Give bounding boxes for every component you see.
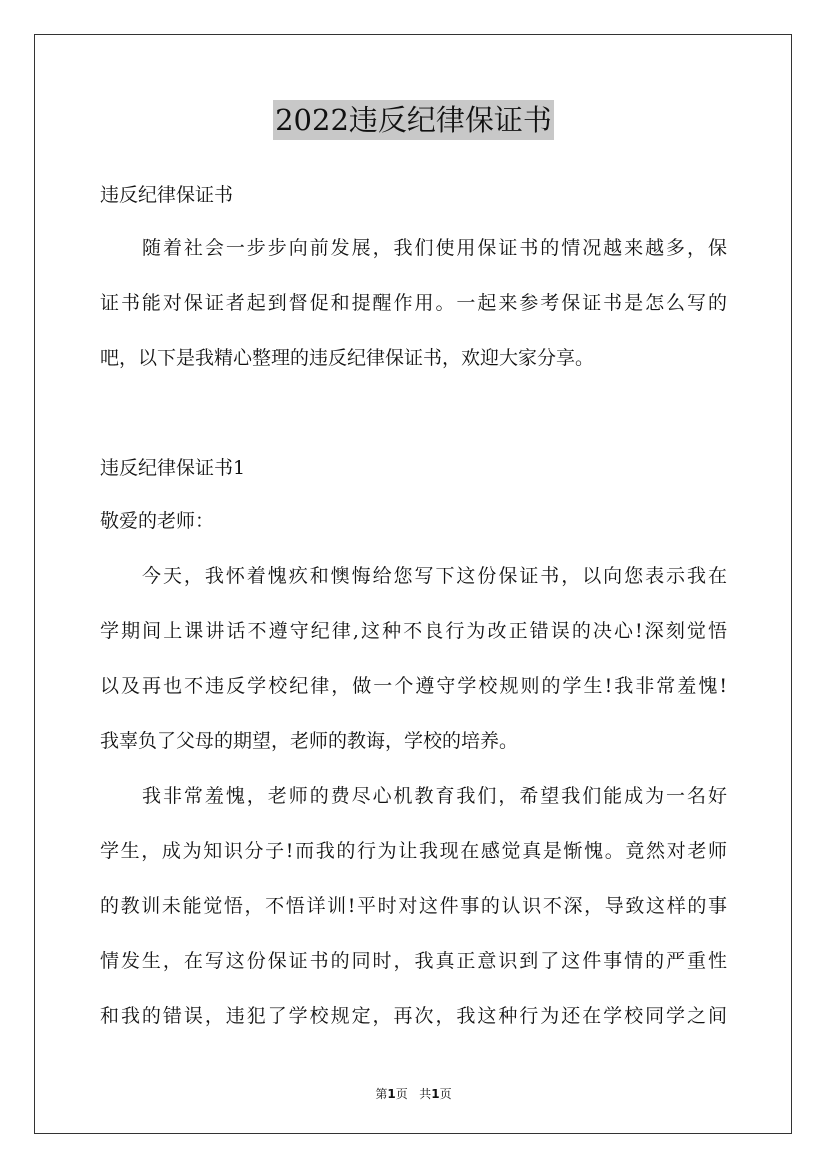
- paragraph-line: 和我的错误，违犯了学校规定，再次，我这种行为还在学校同学之间: [100, 1005, 727, 1027]
- intro-line: 吧，以下是我精心整理的违反纪律保证书，欢迎大家分享。: [100, 347, 595, 369]
- paragraph-line: 我非常羞愧，老师的费尽心机教育我们，希望我们能成为一名好: [142, 785, 727, 807]
- total-prefix: 共: [419, 1087, 432, 1101]
- paragraph-line: 学生，成为知识分子!而我的行为让我现在感觉真是惭愧。竟然对老师: [100, 840, 727, 862]
- paragraph-line: 以及再也不违反学校纪律，做一个遵守学校规则的学生!我非常羞愧!: [100, 675, 727, 697]
- paragraph-line: 我辜负了父母的期望，老师的教诲，学校的培养。: [100, 730, 519, 752]
- intro-line: 证书能对保证者起到督促和提醒作用。一起来参考保证书是怎么写的: [100, 292, 727, 314]
- salutation: 敬爱的老师：: [100, 510, 215, 532]
- document-title: 2022违反纪律保证书: [273, 100, 554, 140]
- document-body: [100, 170, 727, 1044]
- heading: 违反纪律保证书: [100, 184, 234, 206]
- paragraph-line: 今天，我怀着愧疚和懊悔给您写下这份保证书，以向您表示我在: [142, 565, 727, 587]
- title-container: [0, 100, 827, 140]
- intro-line: 随着社会一步步向前发展，我们使用保证书的情况越来越多，保: [142, 237, 727, 259]
- total-pages: 1: [431, 1087, 440, 1101]
- page-number: 1: [387, 1087, 396, 1101]
- paragraph-line: 情发生，在写这份保证书的同时，我真正意识到了这件事情的严重性: [100, 950, 727, 972]
- page-suffix: 页: [395, 1087, 408, 1101]
- section-title: 违反纪律保证书1: [100, 457, 246, 479]
- total-suffix: 页: [439, 1087, 452, 1101]
- page-footer: [0, 1085, 827, 1102]
- page-prefix: 第: [375, 1087, 388, 1101]
- paragraph-line: 的教训未能觉悟，不悟详训!平时对这件事的认识不深，导致这样的事: [100, 895, 727, 917]
- blank-space: [100, 386, 727, 443]
- paragraph-line: 学期间上课讲话不遵守纪律,这种不良行为改正错误的决心!深刻觉悟: [100, 620, 727, 642]
